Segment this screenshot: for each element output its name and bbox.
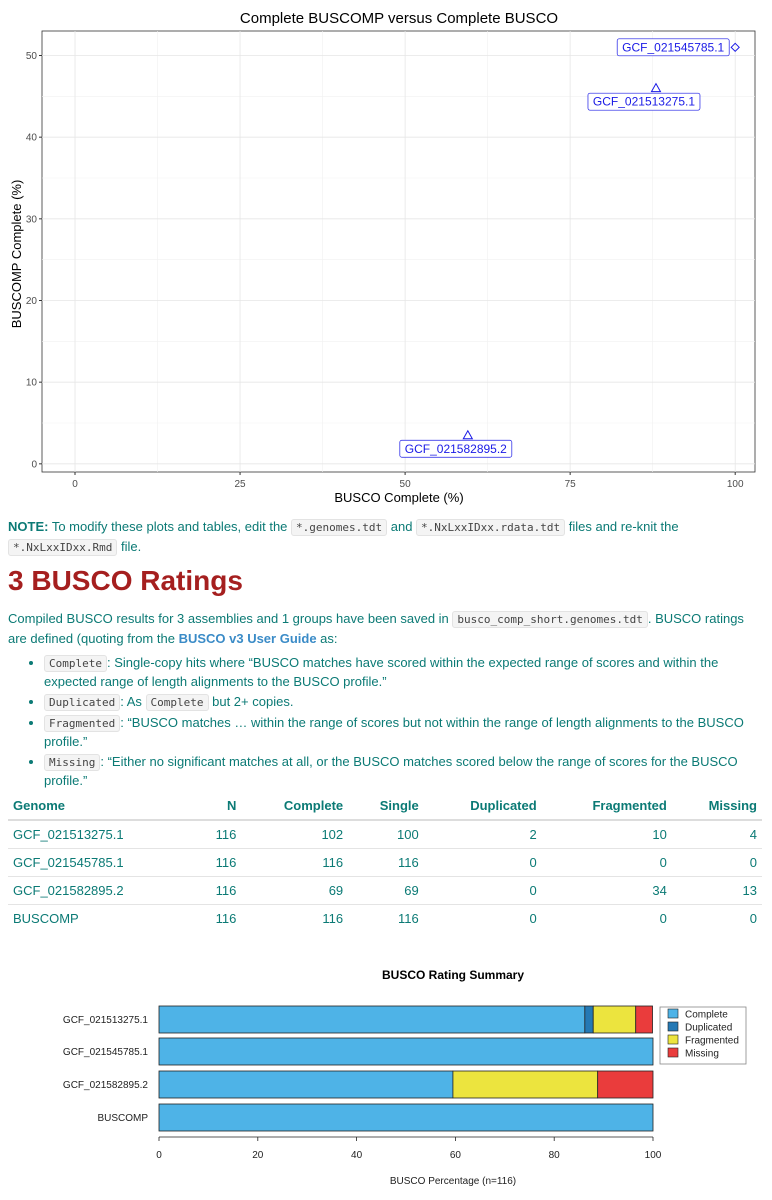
note-text: files and re-knit the	[565, 519, 679, 534]
rating-text: : As	[120, 694, 146, 709]
rating-item-fragmented	[44, 714, 764, 751]
table-cell: 116	[348, 905, 424, 933]
table-cell: 116	[194, 905, 241, 933]
table-cell: 116	[194, 820, 241, 849]
table-cell: 116	[194, 877, 241, 905]
x-tick-label: 40	[351, 1150, 363, 1161]
rating-code: Complete	[146, 694, 209, 711]
legend-swatch-complete	[668, 1009, 678, 1018]
section-heading: 3 BUSCO Ratings	[8, 565, 243, 596]
busco-results-table	[8, 793, 762, 932]
rating-text: but 2+ copies.	[208, 694, 294, 709]
intro-paragraph	[8, 609, 764, 648]
x-tick-label: 75	[564, 479, 576, 490]
table-cell: GCF_021545785.1	[8, 849, 194, 877]
table-cell: 10	[542, 820, 672, 849]
category-label: BUSCOMP	[97, 1113, 148, 1124]
table-cell: BUSCOMP	[8, 905, 194, 933]
table-cell: 100	[348, 820, 424, 849]
x-tick-label: 25	[234, 479, 246, 490]
table-cell: 0	[424, 905, 542, 933]
y-tick-label: 20	[25, 296, 37, 307]
data-point-label: GCF_021513275.1	[592, 94, 696, 109]
table-cell: 116	[241, 905, 348, 933]
rating-code: Complete	[44, 655, 107, 672]
y-tick-label: 30	[25, 214, 37, 226]
table-cell: 4	[672, 820, 762, 849]
table-cell: 0	[542, 905, 672, 933]
table-cell: 116	[194, 849, 241, 877]
col-header-fragmented: Fragmented	[542, 793, 672, 820]
note-prefix: NOTE:	[8, 519, 49, 534]
rating-item-missing	[44, 753, 764, 790]
summary-legend	[660, 1007, 746, 1064]
legend-swatch-missing	[668, 1048, 678, 1057]
table-cell: GCF_021513275.1	[8, 820, 194, 849]
bar-segment-missing	[598, 1071, 653, 1098]
code-genomes-tdt: *.genomes.tdt	[291, 519, 387, 536]
scatter-title: Complete BUSCOMP versus Complete BUSCO	[239, 10, 559, 27]
bar-segment-complete	[159, 1038, 653, 1065]
code-output-file: busco_comp_short.genomes.tdt	[452, 611, 647, 628]
col-header-genome: Genome	[8, 793, 194, 820]
table-row	[8, 820, 762, 849]
summary-category-labels	[63, 1015, 149, 1124]
category-label: GCF_021513275.1	[62, 1015, 148, 1026]
note-text: To modify these plots and tables, edit the	[48, 519, 292, 534]
table-cell: 116	[241, 849, 348, 877]
table-cell: 0	[672, 905, 762, 933]
legend-label: Complete	[685, 1009, 728, 1021]
code-rmd: *.NxLxxIDxx.Rmd	[8, 539, 117, 556]
x-tick-label: 100	[644, 1150, 662, 1161]
table-cell: 102	[241, 820, 348, 849]
rating-code: Fragmented	[44, 715, 120, 732]
summary-bars	[159, 1006, 653, 1131]
table-row	[8, 905, 762, 933]
y-tick-label: 50	[25, 51, 37, 62]
table-cell: 0	[672, 849, 762, 877]
x-tick-label: 50	[399, 479, 411, 490]
code-rdata-tdt: *.NxLxxIDxx.rdata.tdt	[416, 519, 565, 536]
note-paragraph	[8, 517, 764, 557]
note-text: and	[387, 519, 417, 534]
bar-segment-missing	[636, 1006, 653, 1033]
bar-segment-complete	[159, 1006, 585, 1033]
intro-text: as:	[316, 631, 338, 646]
table-cell: 0	[542, 849, 672, 877]
bar-segment-fragmented	[593, 1006, 635, 1033]
note-text: file.	[117, 539, 142, 554]
table-header-row	[8, 793, 762, 820]
scatter-y-axis-label: BUSCOMP Complete (%)	[9, 179, 24, 329]
col-header-complete: Complete	[241, 793, 348, 820]
intro-text: Compiled BUSCO results for 3 assemblies and 1 groups have been saved in	[8, 611, 453, 626]
rating-text: : “Either no significant matches at all, or the BUSCO matches scored below the range of scores for the BUSCO profile.”	[44, 754, 738, 788]
col-header-single: Single	[348, 793, 424, 820]
y-tick-label: 10	[25, 377, 37, 389]
legend-swatch-fragmented	[668, 1035, 678, 1044]
col-header-missing: Missing	[672, 793, 762, 820]
table-cell: 13	[672, 877, 762, 905]
table-cell: 69	[241, 877, 348, 905]
summary-title: BUSCO Rating Summary	[381, 968, 525, 982]
bar-segment-complete	[159, 1071, 453, 1098]
legend-swatch-duplicated	[668, 1022, 678, 1031]
data-point-label: GCF_021582895.2	[404, 441, 507, 456]
table-cell: 2	[424, 820, 542, 849]
x-tick-label: 0	[72, 479, 78, 490]
category-label: GCF_021545785.1	[62, 1047, 148, 1058]
legend-label: Fragmented	[685, 1035, 739, 1047]
table-cell: GCF_021582895.2	[8, 877, 194, 905]
table-row	[8, 849, 762, 877]
rating-text: : Single-copy hits where “BUSCO matches have scored within the expected range of scores and within the expected range of length alignments to the BUSCO profile.”	[44, 655, 719, 689]
bar-segment-fragmented	[453, 1071, 598, 1098]
table-cell: 69	[348, 877, 424, 905]
legend-label: Duplicated	[685, 1022, 733, 1034]
rating-code: Duplicated	[44, 694, 120, 711]
x-tick-label: 100	[726, 479, 744, 490]
summary-x-axis-label: BUSCO Percentage (n=116)	[389, 1176, 517, 1187]
y-tick-label: 40	[25, 132, 37, 144]
summary-chart	[0, 960, 772, 1200]
rating-item-complete	[44, 654, 764, 691]
table-row	[8, 877, 762, 905]
category-label: GCF_021582895.2	[62, 1080, 148, 1091]
table-cell: 116	[348, 849, 424, 877]
rating-item-duplicated	[44, 693, 764, 712]
table-cell: 34	[542, 877, 672, 905]
x-tick-label: 20	[252, 1150, 264, 1161]
table-cell: 0	[424, 877, 542, 905]
rating-code: Missing	[44, 754, 100, 771]
scatter-x-axis-label: BUSCO Complete (%)	[334, 490, 464, 505]
bar-segment-complete	[159, 1104, 653, 1131]
scatter-chart	[0, 0, 772, 512]
legend-label: Missing	[685, 1048, 719, 1060]
col-header-n: N	[194, 793, 241, 820]
busco-user-guide-link[interactable]: BUSCO v3 User Guide	[178, 631, 317, 646]
rating-text: : “BUSCO matches … within the range of scores but not within the range of length alignments to the BUSCO profile.”	[44, 715, 744, 749]
data-point-label: GCF_021545785.1	[622, 40, 725, 55]
x-tick-label: 60	[449, 1150, 461, 1161]
x-tick-label: 0	[156, 1150, 162, 1161]
bar-segment-duplicated	[585, 1006, 593, 1033]
ratings-list	[8, 654, 764, 792]
col-header-duplicated: Duplicated	[424, 793, 542, 820]
x-tick-label: 80	[548, 1150, 560, 1161]
y-tick-label: 0	[31, 459, 37, 471]
intro-text: . BUSCO ratings are defined (quoting from the	[8, 611, 744, 646]
table-cell: 0	[424, 849, 542, 877]
summary-x-axis	[156, 1137, 662, 1161]
